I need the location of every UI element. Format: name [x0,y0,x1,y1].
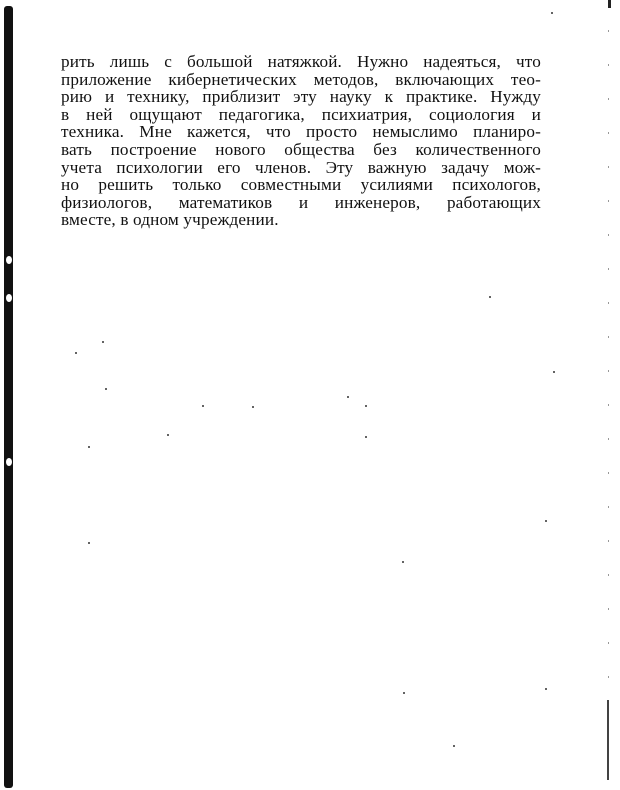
binding-notch [6,256,12,264]
page-binding-edge [4,6,13,788]
body-paragraph [61,53,541,229]
scan-speck [453,745,455,747]
scan-speck [545,688,547,690]
scan-speck [252,406,254,408]
text-line: приложение кибернетических методов, включающих тео- [61,69,541,89]
scan-speck [88,542,90,544]
scan-speck [489,296,491,298]
scan-speck [365,436,367,438]
scan-speck [75,352,77,354]
scan-speck [365,405,367,407]
text-line: вместе, в одном учреждении. [61,210,279,230]
text-line: в ней ощущают педагогика, психиатрия, социология и [61,104,541,124]
scan-speck [403,692,405,694]
text-line: техника. Мне кажется, что просто немыслимо планиро- [61,122,541,142]
text-line: физиологов, математиков и инженеров, работающих [61,192,541,212]
scan-speck [553,371,555,373]
scan-speck [545,520,547,522]
right-page-edge [607,700,609,780]
scan-speck [167,434,169,436]
scan-speck [202,405,204,407]
scan-speck [102,341,104,343]
text-line: рить лишь с большой натяжкой. Нужно надеяться, что [61,52,541,71]
right-scan-edge [608,30,609,700]
scan-speck [551,12,553,14]
text-line: но решить только совместными усилиями психологов, [61,175,541,195]
binding-notch [6,458,12,466]
text-line: рию и технику, приблизит эту науку к практике. Нужду [61,87,541,107]
scan-speck [402,561,404,563]
scan-speck [347,396,349,398]
binding-notch [6,294,12,302]
text-line: учета психологии его членов. Эту важную задачу мож- [61,157,541,177]
scan-speck [88,446,90,448]
scan-speck [105,388,107,390]
text-line: вать построение нового общества без количественного [61,139,541,159]
scan-edge-mark [608,0,611,8]
